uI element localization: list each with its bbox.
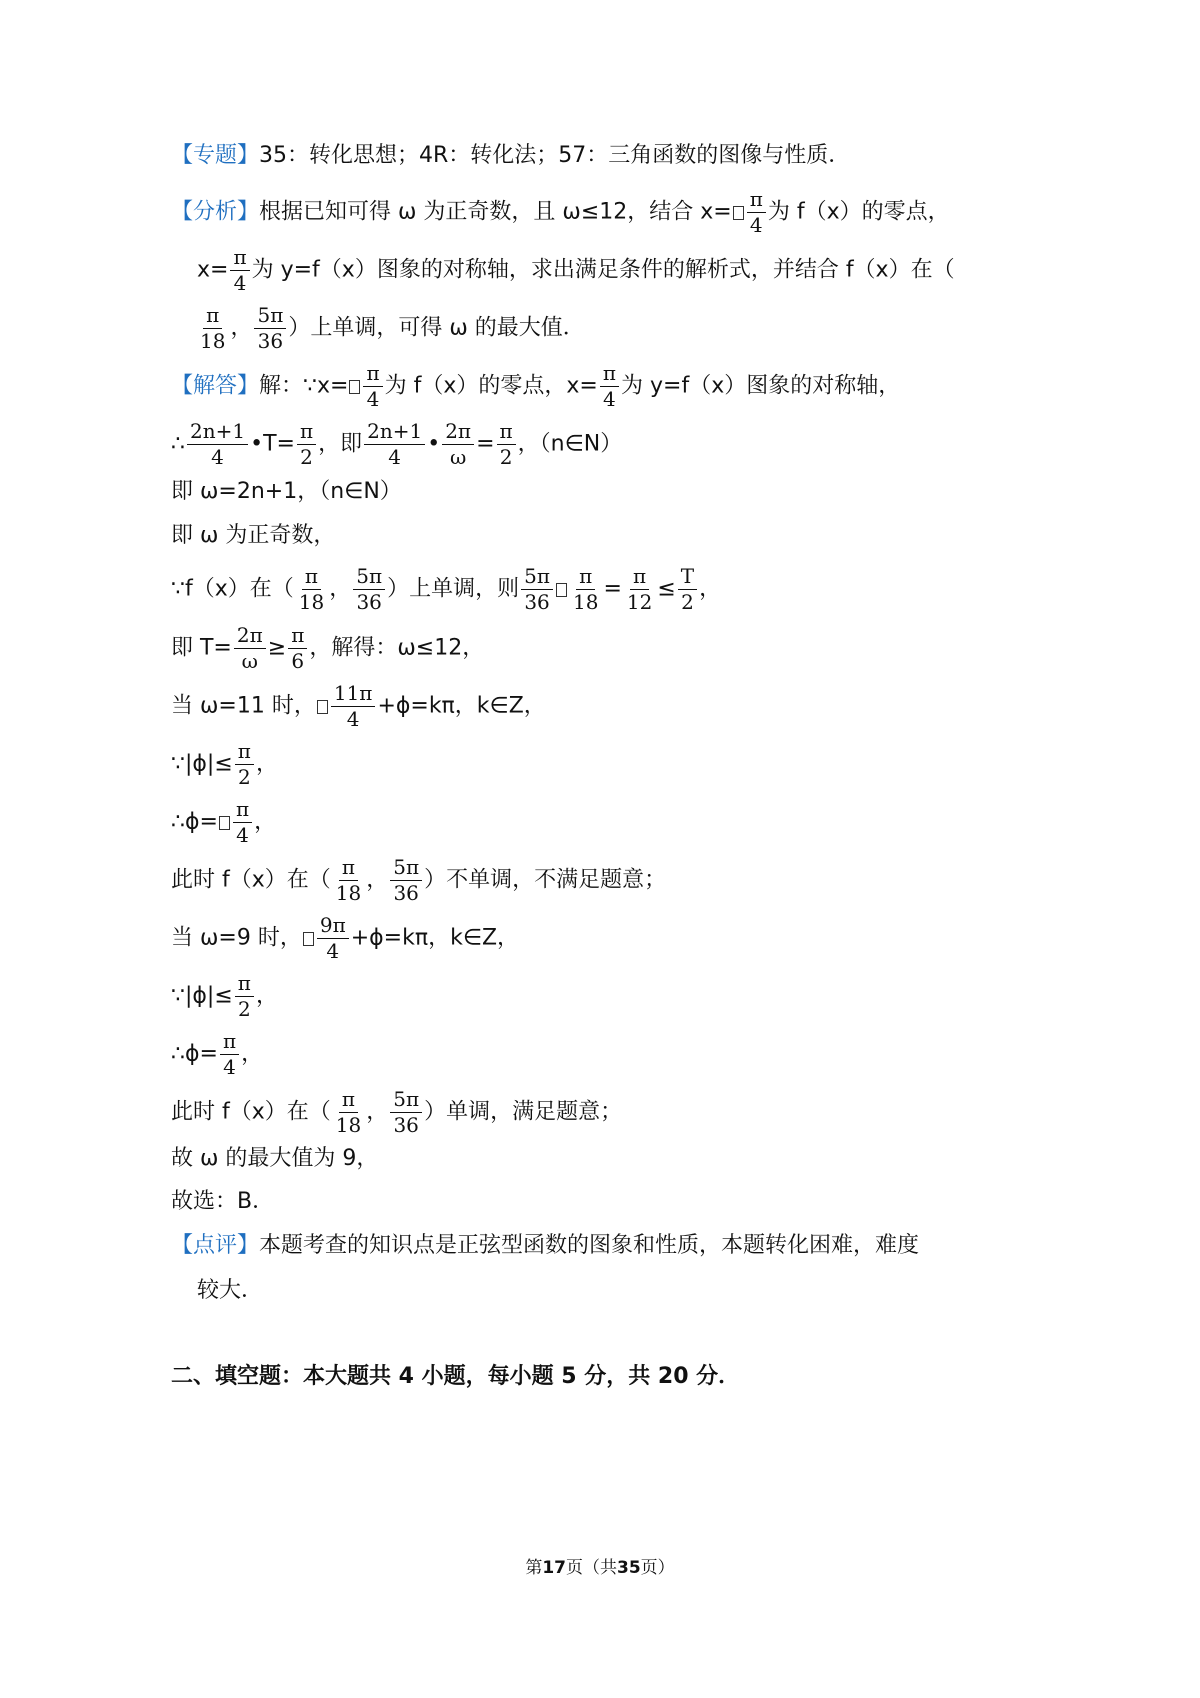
fraction: $\frac{\pi}{4}$ [747, 188, 766, 237]
solution-line-3: 即 ω=2n+1，（n∈N） [171, 479, 402, 504]
analysis-line-3: $\frac{\pi}{18}$ ， $\frac{5\pi}{36}$ ）上单调，可得 ω 的最大值． [195, 304, 585, 353]
solution-line-2: ∴ $\frac{2n+1}{4}$ •T= $\frac{\pi}{2}$ ，即 $\frac{2n+1}{4}$ • $\frac{2\pi}{\omega}$ = $\frac{\pi}{2}$ ，（n∈N） [171, 419, 623, 469]
missing-glyph-box [303, 932, 314, 946]
fraction: $\frac{\pi}{18}$ [335, 855, 362, 905]
fraction: $\frac{5\pi}{36}$ [521, 565, 553, 614]
missing-glyph-box [349, 380, 360, 394]
fraction: $\frac{2n+1}{4}$ [187, 420, 248, 469]
solution-line-4: 即 ω 为正奇数， [171, 523, 336, 548]
solution-line-6: 即 T= $\frac{2\pi}{\omega}$ ≥ $\frac{\pi}{6}$ ，解得：ω≤12， [171, 623, 485, 673]
page-total: 35 [617, 1558, 641, 1578]
fraction: $\frac{\pi}{2}$ [297, 420, 316, 469]
solution-line-16: 故选：B． [171, 1189, 275, 1214]
solution-line-10: 此时 f（x）在（ $\frac{\pi}{18}$ ， $\frac{5\pi}{36}$ ）不单调，不满足题意； [171, 855, 667, 905]
fraction: $\frac{2\pi}{\omega}$ [442, 420, 474, 469]
fraction: $\frac{5\pi}{36}$ [353, 565, 385, 614]
analysis-line-2: x= $\frac{\pi}{4}$ 为 y=f（x）图象的对称轴，求出满足条件的解析式，并结合 f（x）在（ [197, 245, 955, 295]
fraction: $\frac{5\pi}{36}$ [390, 856, 422, 905]
solution-line-11: 当 ω=9 时， $\frac{9\pi}{4}$ +ϕ=kπ，k∈Z， [171, 913, 520, 963]
page-footer: 第17页（共35页） [525, 1558, 675, 1578]
solution-line-15: 故 ω 的最大值为 9， [171, 1146, 379, 1171]
solution-tag: 【解答】 [171, 373, 260, 399]
fraction: $\frac{\pi}{6}$ [288, 624, 307, 673]
fraction: $\frac{\pi}{2}$ [235, 740, 254, 789]
missing-glyph-box [733, 206, 744, 220]
fraction: $\frac{2n+1}{4}$ [364, 420, 425, 469]
fraction: $\frac{\pi}{4}$ [230, 246, 249, 295]
fraction: $\frac{T}{2}$ [678, 565, 697, 614]
missing-glyph-box [219, 816, 230, 830]
fraction: $\frac{\pi}{2}$ [235, 972, 254, 1021]
fraction: $\frac{9\pi}{4}$ [317, 914, 349, 963]
topic-text: 35：转化思想；4R：转化法；57：三角函数的图像与性质． [259, 143, 851, 168]
fraction: $\frac{\pi}{4}$ [233, 798, 252, 847]
fraction: $\frac{5\pi}{36}$ [254, 304, 286, 353]
solution-line-1: 【解答】解：∵x= $\frac{\pi}{4}$ 为 f（x）的零点，x= $\frac{\pi}{4}$ 为 y=f（x）图象的对称轴， [171, 361, 901, 411]
solution-line-12: ∵|ϕ|≤ $\frac{\pi}{2}$ ， [171, 971, 278, 1021]
section-heading: 二、填空题：本大题共 4 小题，每小题 5 分，共 20 分． [171, 1364, 741, 1389]
topic-line [171, 141, 850, 171]
fraction: $\frac{\pi}{18}$ [200, 303, 226, 353]
analysis-tag: 【分析】 [171, 199, 260, 225]
fraction: $\frac{\pi}{18}$ [573, 564, 599, 614]
solution-line-8: ∵|ϕ|≤ $\frac{\pi}{2}$ ， [171, 739, 278, 789]
missing-glyph-box [556, 583, 567, 597]
fraction: $\frac{\pi}{2}$ [497, 420, 516, 469]
comment-tag: 【点评】 [171, 1233, 260, 1258]
analysis-line-1: 【分析】根据已知可得 ω 为正奇数，且 ω≤12，结合 x= $\frac{\pi}{4}$ 为 f（x）的零点， [171, 187, 950, 237]
solution-line-7: 当 ω=11 时， $\frac{11\pi}{4}$ +ϕ=kπ，k∈Z， [171, 681, 546, 731]
comment-line-2: 较大． [197, 1278, 264, 1303]
fraction: $\frac{\pi}{18}$ [335, 1087, 362, 1137]
comment-line-1: 【点评】本题考查的知识点是正弦型函数的图象和性质，本题转化困难，难度 [171, 1233, 920, 1258]
fraction: $\frac{2\pi}{\omega}$ [234, 624, 266, 673]
solution-line-13: ∴ϕ= $\frac{\pi}{4}$ ， [171, 1029, 264, 1079]
solution-line-5: ∵f（x）在（ $\frac{\pi}{18}$ ， $\frac{5\pi}{36}$ ）上单调，则 $\frac{5\pi}{36}$ $\frac{\pi}{18}$ = $\frac{\pi}{12}$ ≤ $\frac{T}{2}$ ， [171, 564, 722, 614]
page-number: 17 [542, 1558, 566, 1578]
missing-glyph-box [317, 700, 328, 714]
topic-tag: 【专题】 [171, 143, 260, 168]
fraction: $\frac{\pi}{12}$ [626, 564, 653, 614]
fraction: $\frac{\pi}{4}$ [363, 362, 382, 411]
fraction: $\frac{\pi}{18}$ [298, 564, 325, 614]
fraction: $\frac{\pi}{4}$ [220, 1030, 239, 1079]
solution-line-9: ∴ϕ= $\frac{\pi}{4}$ ， [171, 797, 277, 847]
solution-line-14: 此时 f（x）在（ $\frac{\pi}{18}$ ， $\frac{5\pi}{36}$ ）单调，满足题意； [171, 1087, 623, 1137]
fraction: $\frac{5\pi}{36}$ [390, 1088, 422, 1137]
fraction: $\frac{11\pi}{4}$ [331, 682, 376, 731]
fraction: $\frac{\pi}{4}$ [600, 362, 619, 411]
